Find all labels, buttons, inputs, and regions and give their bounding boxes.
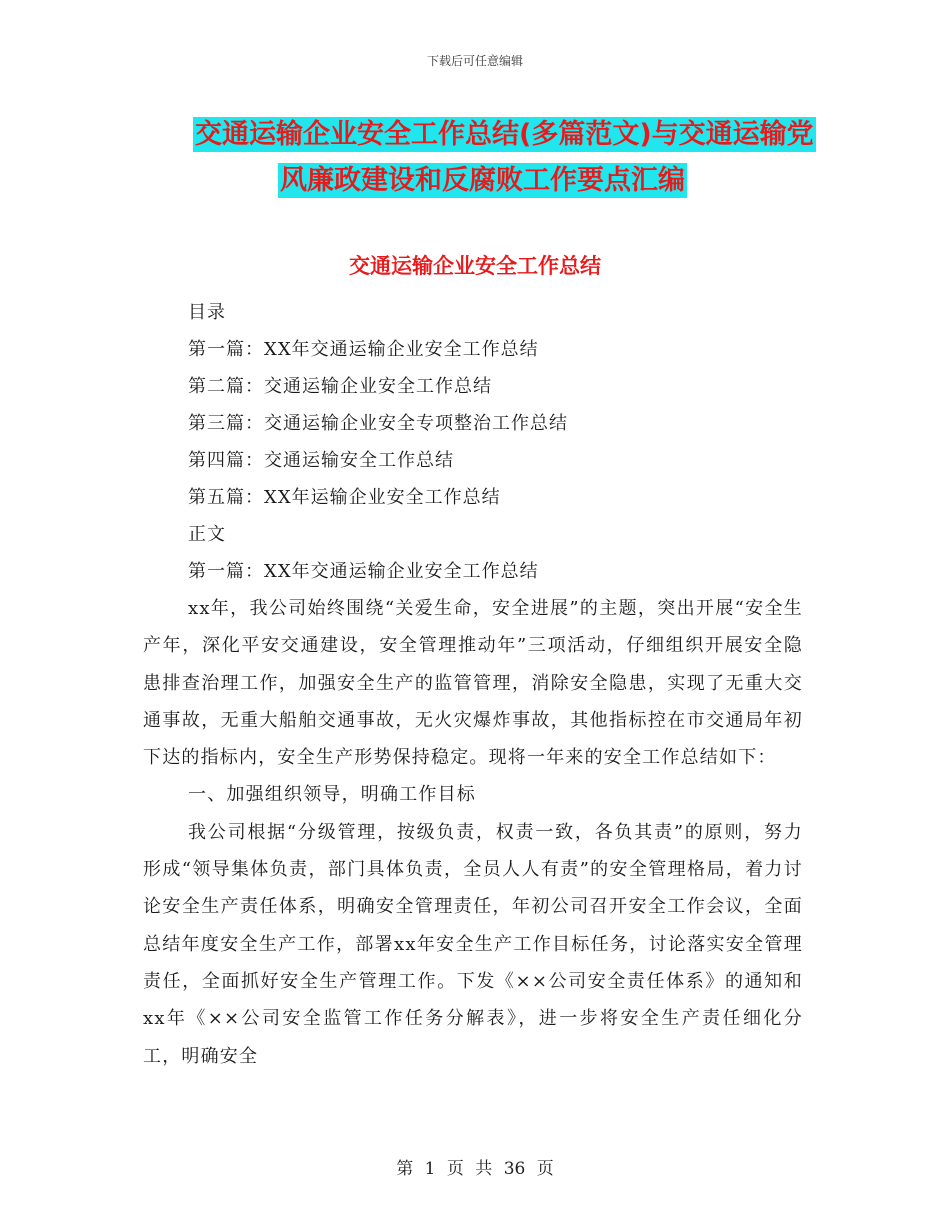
title-line-2-text: 风廉政建设和反腐败工作要点汇编 (280, 165, 685, 196)
title-line-1-text: 交通运输企业安全工作总结(多篇范文)与交通运输党 (195, 119, 814, 150)
toc-item: 第五篇：XX年运输企业安全工作总结 (188, 487, 501, 508)
table-of-contents (188, 294, 568, 590)
toc-item: 第二篇：交通运输企业安全工作总结 (188, 376, 492, 397)
toc-item: 第一篇：XX年交通运输企业安全工作总结 (188, 339, 539, 360)
document-title-line-1 (0, 112, 950, 151)
toc-item: 第四篇：交通运输安全工作总结 (188, 450, 454, 471)
body-heading: 正文 (188, 524, 226, 545)
toc-item: 第三篇：交通运输企业安全专项整治工作总结 (188, 413, 568, 434)
section-heading: 一、加强组织领导，明确工作目标 (188, 784, 476, 806)
first-article-title: 第一篇：XX年交通运输企业安全工作总结 (188, 561, 539, 582)
toc-heading: 目录 (188, 302, 226, 323)
paragraph: 我公司根据“分级管理，按级负责，权责一致，各负其责”的原则，努力形成“领导集体负责，部门具体负责，全员人人有责”的安全管理格局，着力讨论安全生产责任体系，明确安全管理责任，年初公司召开安全工作会议，全面总结年度安全生产工作，部署xx年安全生产工作目标任务，讨论落实安全管理责任，全面抓好安全生产管理工作。下发《××公司安全责任体系》的通知和xx年《××公司安全监管工作任务分解表》，进一步将安全生产责任细化分工，明确安全 (143, 821, 803, 1067)
body-text (143, 590, 803, 1075)
header-note: 下载后可任意编辑 (426, 54, 523, 68)
section-subtitle: 交通运输企业安全工作总结 (349, 254, 601, 278)
page-footer: 第 1 页 共 36 页 (396, 1159, 554, 1179)
document-title-line-2 (0, 158, 950, 197)
paragraph: xx年，我公司始终围绕“关爱生命，安全进展”的主题，突出开展“安全生产年，深化平安交通建设，安全管理推动年”三项活动，仔细组织开展安全隐患排查治理工作，加强安全生产的监管管理，消除安全隐患，实现了无重大交通事故，无重大船舶交通事故，无火灾爆炸事故，其他指标控在市交通局年初下达的指标内，安全生产形势保持稳定。现将一年来的安全工作总结如下： (143, 598, 803, 769)
